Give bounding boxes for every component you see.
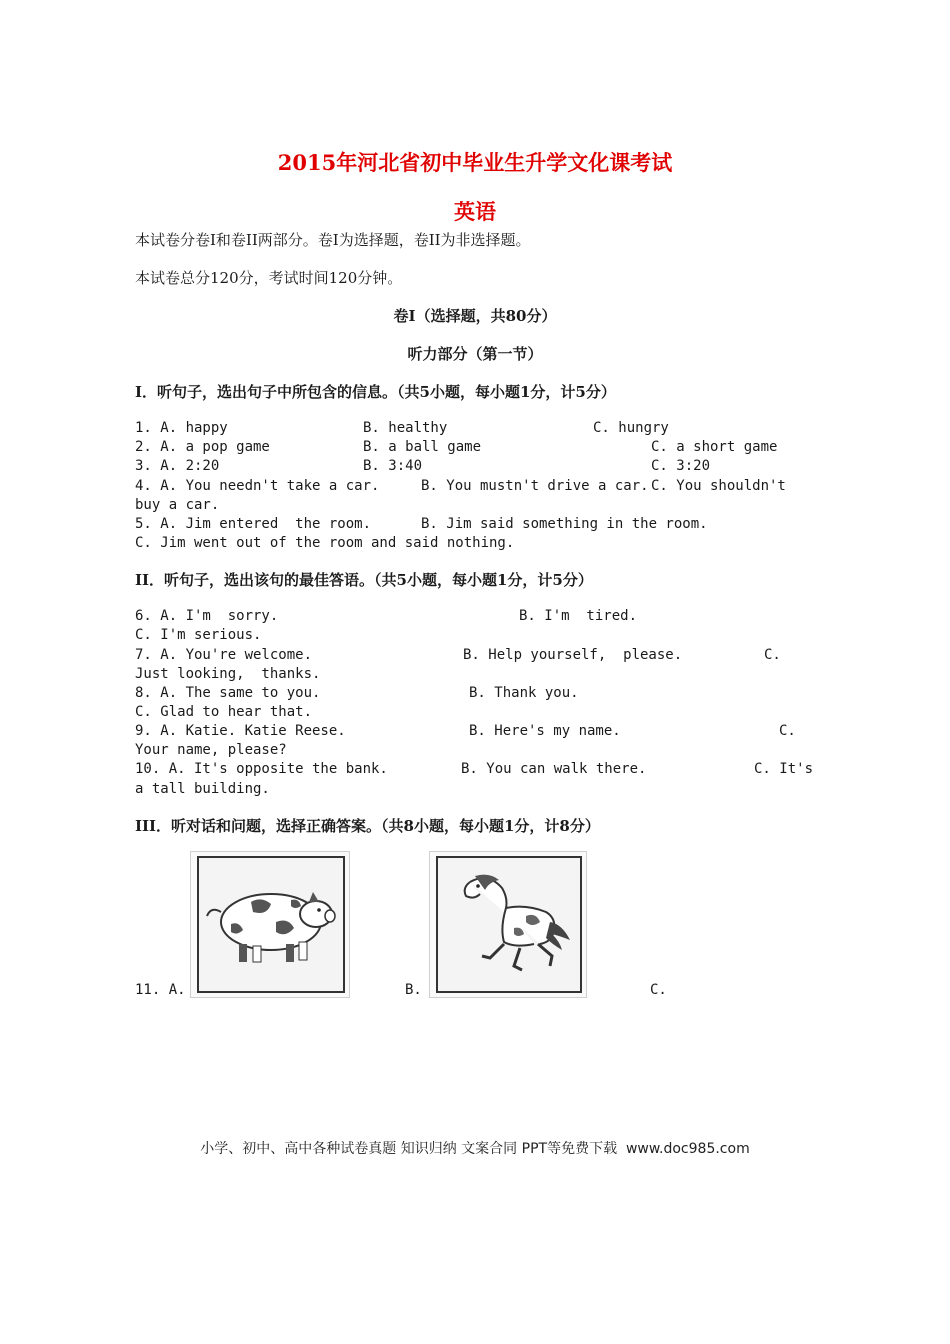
q7-option-c: C. [764,647,781,663]
q9-option-a: 9. A. Katie. Katie Reese. [135,723,346,739]
q9-option-b: B. Here's my name. [469,723,621,739]
q1-option-a: 1. A. happy [135,420,228,436]
q3-option-b: B. 3:40 [363,458,423,474]
q5-option-a: 5. A. Jim entered the room. [135,516,372,532]
q1-option-b: B. healthy [363,420,448,436]
pig-icon [191,852,349,997]
pig-picture [190,851,350,998]
volume-title: 卷I（选择题，共80分） [393,307,557,325]
q1-option-c: C. hungry [593,420,669,436]
section-1-heading: I．听句子，选出句子中所包含的信息。（共5小题，每小题1分，计5分） [135,383,616,401]
q11-option-b: B. [405,982,422,998]
subject-title: 英语 [454,199,496,224]
q11-option-a: 11. A. [135,982,186,998]
q6-option-a: 6. A. I'm sorry. [135,608,279,624]
horse-picture [429,851,587,998]
q8-option-b: B. Thank you. [469,685,579,701]
q5-option-c: C. Jim went out of the room and said nothing. [135,535,515,551]
q6-option-c: C. I'm serious. [135,627,262,643]
q8-option-c: C. Glad to hear that. [135,704,313,720]
q7-option-a: 7. A. You're welcome. [135,647,313,663]
exam-title: 2015年河北省初中毕业生升学文化课考试 [277,150,673,175]
q4-option-a: 4. A. You needn't take a car. [135,478,380,494]
section-3-heading: III．听对话和问题，选择正确答案。（共8小题，每小题1分，计8分） [135,817,600,835]
q11-option-c: C. [650,982,667,998]
q9-option-c-cont: Your name, please? [135,742,287,758]
q3-option-c: C. 3:20 [651,458,711,474]
section-2-heading: II．听句子，选出该句的最佳答语。（共5小题，每小题1分，计5分） [135,571,593,589]
q5-option-b: B. Jim said something in the room. [421,516,708,532]
q2-option-a: 2. A. a pop game [135,439,270,455]
q10-option-a: 10. A. It's opposite the bank. [135,761,388,777]
q2-option-b: B. a ball game [363,439,482,455]
q4-option-c: C. You shouldn't [651,478,786,494]
q6-option-b: B. I'm tired. [519,608,638,624]
q8-option-a: 8. A. The same to you. [135,685,321,701]
q3-option-a: 3. A. 2:20 [135,458,220,474]
q7-option-c-cont: Just looking, thanks. [135,666,321,682]
q4-option-b: B. You mustn't drive a car. [421,478,649,494]
horse-icon [430,852,586,997]
q9-option-c: C. [779,723,796,739]
q10-option-b: B. You can walk there. [461,761,647,777]
q2-option-c: C. a short game [651,439,778,455]
q10-option-c-cont: a tall building. [135,781,270,797]
page-footer: 小学、初中、高中各种试卷真题 知识归纳 文案合同 PPT等免费下载 www.doc985.com [200,1141,750,1157]
listening-title: 听力部分（第一节） [407,345,543,363]
intro-line-1: 本试卷分卷I和卷II两部分。卷I为选择题，卷II为非选择题。 [135,231,531,249]
intro-line-2: 本试卷总分120分，考试时间120分钟。 [135,269,403,287]
q7-option-b: B. Help yourself, please. [463,647,683,663]
q4-option-c-cont: buy a car. [135,497,220,513]
q10-option-c: C. It's [754,761,814,777]
